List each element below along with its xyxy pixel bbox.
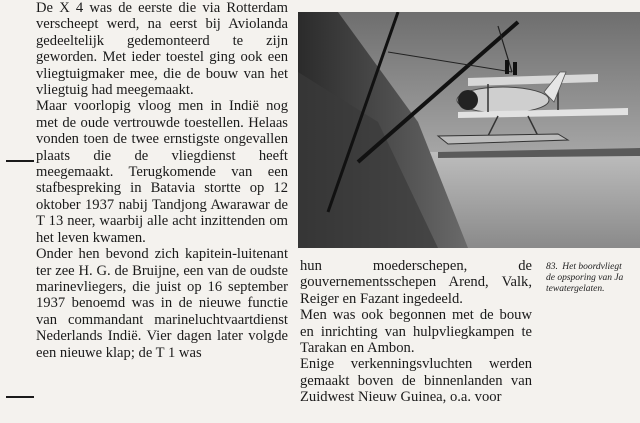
caption-number: 83.: [546, 262, 558, 272]
paragraph: Maar voorlopig vloog men in Indië nog met de oude vertrouwde toestellen. Helaas vonden toen de twee ernstigste ongevallen plaats die de vliegdienst heeft meegemaakt. Terugkomende van een stafbespreking in Batavia stortte op 12 oktober 1937 nabij Tandjong Awarawar de T 13 neer, waarbij alle acht inzittenden om het leven kwamen.: [36, 98, 288, 246]
paragraph: De X 4 was de eerste die via Rotterdam verscheept werd, na eerst bij Aviolanda gedeeltelijk gedemonteerd te zijn geworden. Met ieder toestel ging ook een vliegtuigmaker mee, die de bouw van het vliegtuig had meegemaakt.: [36, 0, 288, 99]
caption-text: Het boordvliegt: [562, 262, 622, 272]
seaplane-photo: [298, 12, 640, 248]
middle-text-column: [300, 258, 532, 406]
seaplane-crane-image: [298, 12, 640, 248]
left-text-column: [36, 0, 288, 361]
paragraph: Men was ook begonnen met de bouw en inrichting van hulpvliegkampen te Tarakan en Ambon.: [300, 307, 532, 357]
caption-line: [546, 262, 640, 273]
margin-mark: [6, 396, 34, 398]
paragraph: Onder hen bevond zich kapitein-luitenant ter zee H. G. de Bruijne, een van de oudste marinevliegers, die juist op 16 september 1937 benoemd was in de nieuwe functie van commandant marineluchtvaartdienst Nederlands Indië. Vier dagen later volgde een nieuwe klap; de T 1 was: [36, 246, 288, 361]
caption-line: de opsporing van Ja: [546, 273, 624, 283]
paragraph: Enige verkenningsvluchten werden gemaakt boven de binnenlanden van Zuidwest Nieuw Guinea, o.a. voor: [300, 356, 532, 406]
margin-mark: [6, 160, 34, 162]
caption-line: tewatergelaten.: [546, 284, 605, 294]
paragraph: hun moederschepen, de gouvernementsschepen Arend, Valk, Reiger en Fazant ingedeeld.: [300, 258, 532, 307]
photo-caption: [546, 262, 640, 295]
